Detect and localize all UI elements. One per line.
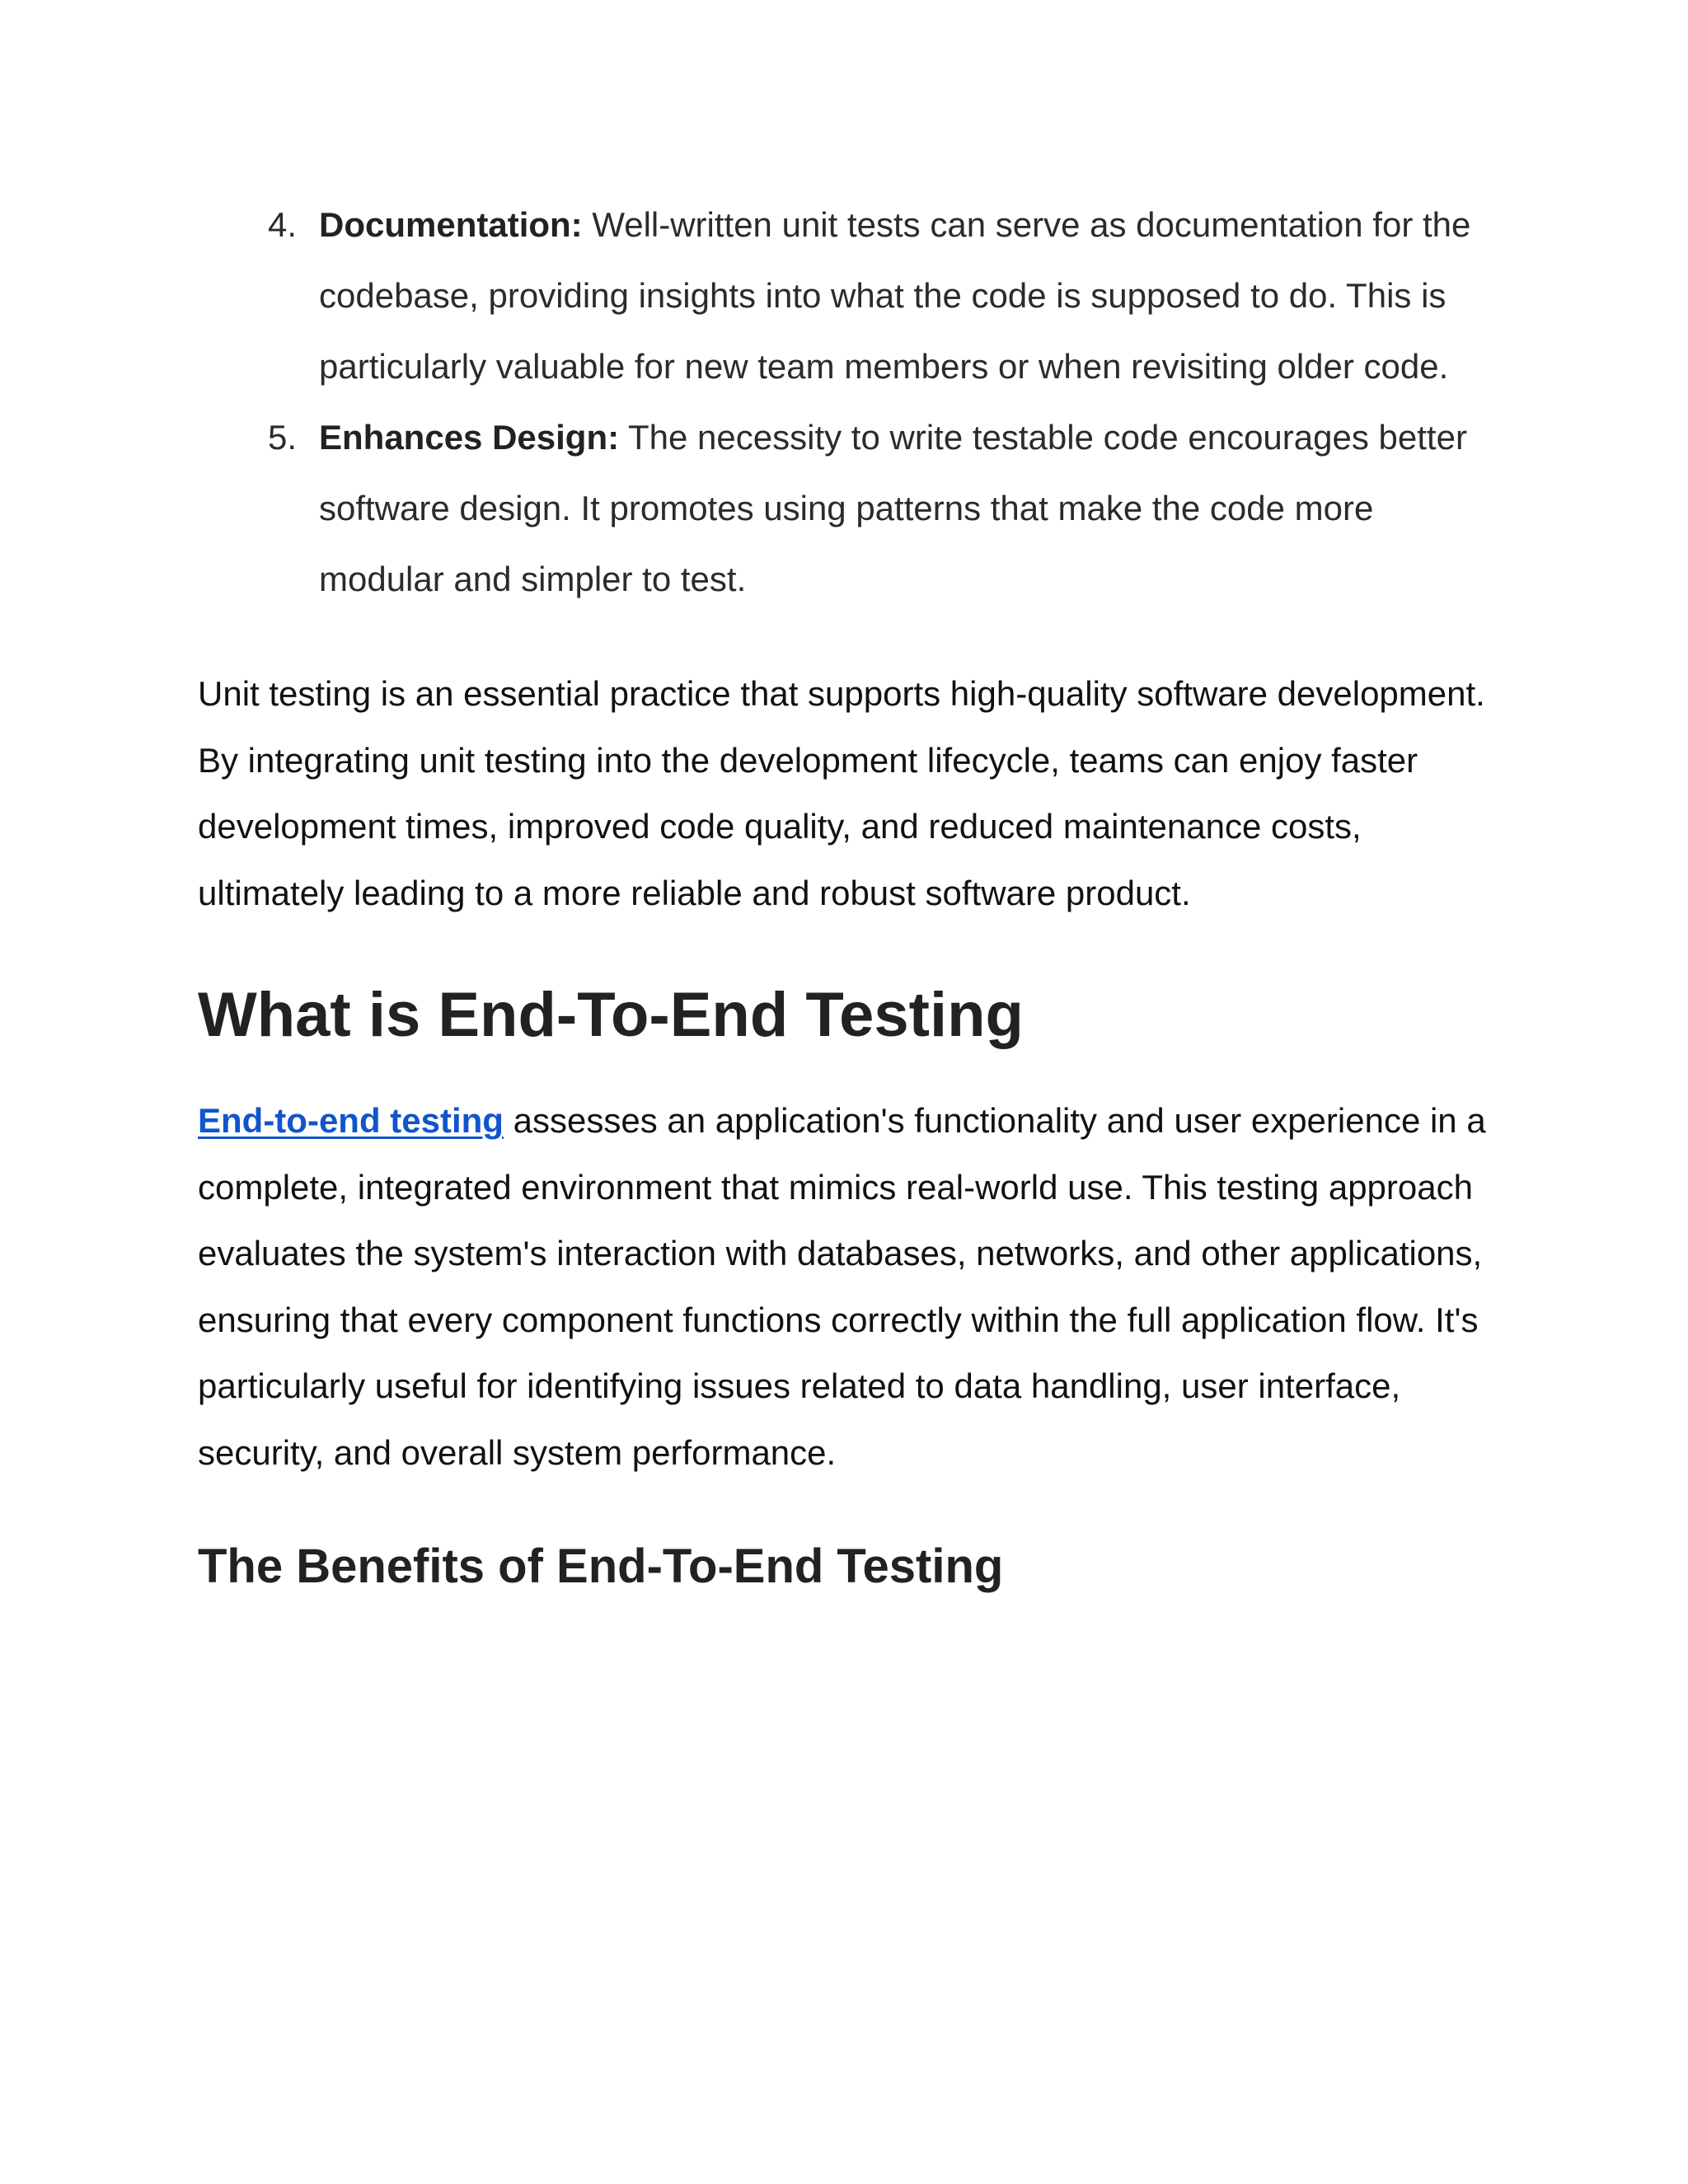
list-term: Enhances Design: <box>319 418 620 457</box>
list-text: Well-written unit tests can serve as documentation for the codebase, providing insights into what the code is supposed to do. This is particularly valuable for new team members or when revisiting older code. <box>319 205 1471 386</box>
end-to-end-testing-link[interactable]: End-to-end testing <box>198 1101 504 1140</box>
e2e-paragraph-text: assesses an application's functionality and user experience in a complete, integrated environment that mimics real-world use. This testing approach evaluates the system's interaction with databases, networks, and other applications, ensuring that every component functions correctly within the full application flow. It's particularly useful for identifying issues related to data handling, user interface, security, and overall system performance. <box>198 1101 1486 1472</box>
e2e-paragraph <box>198 1088 1500 1486</box>
benefits-list <box>198 190 1500 615</box>
list-text: The necessity to write testable code encourages better software design. It promotes using patterns that make the code more modular and simpler to test. <box>319 418 1467 598</box>
list-term: Documentation: <box>319 205 583 244</box>
list-number: 4. <box>268 205 298 244</box>
list-item-documentation <box>198 190 1500 402</box>
document-page <box>198 190 1500 1600</box>
summary-paragraph: Unit testing is an essential practice that supports high-quality software development. By integrating unit testing into the development lifecycle, teams can enjoy faster development times, improved code quality, and reduced maintenance costs, ultimately leading to a more reliable and robust software product. <box>198 674 1485 912</box>
subsection-heading: The Benefits of End-To-End Testing <box>198 1540 1004 1593</box>
list-item-enhances-design <box>198 402 1500 615</box>
list-number: 5. <box>268 418 298 457</box>
section-heading: What is End-To-End Testing <box>198 980 1024 1050</box>
